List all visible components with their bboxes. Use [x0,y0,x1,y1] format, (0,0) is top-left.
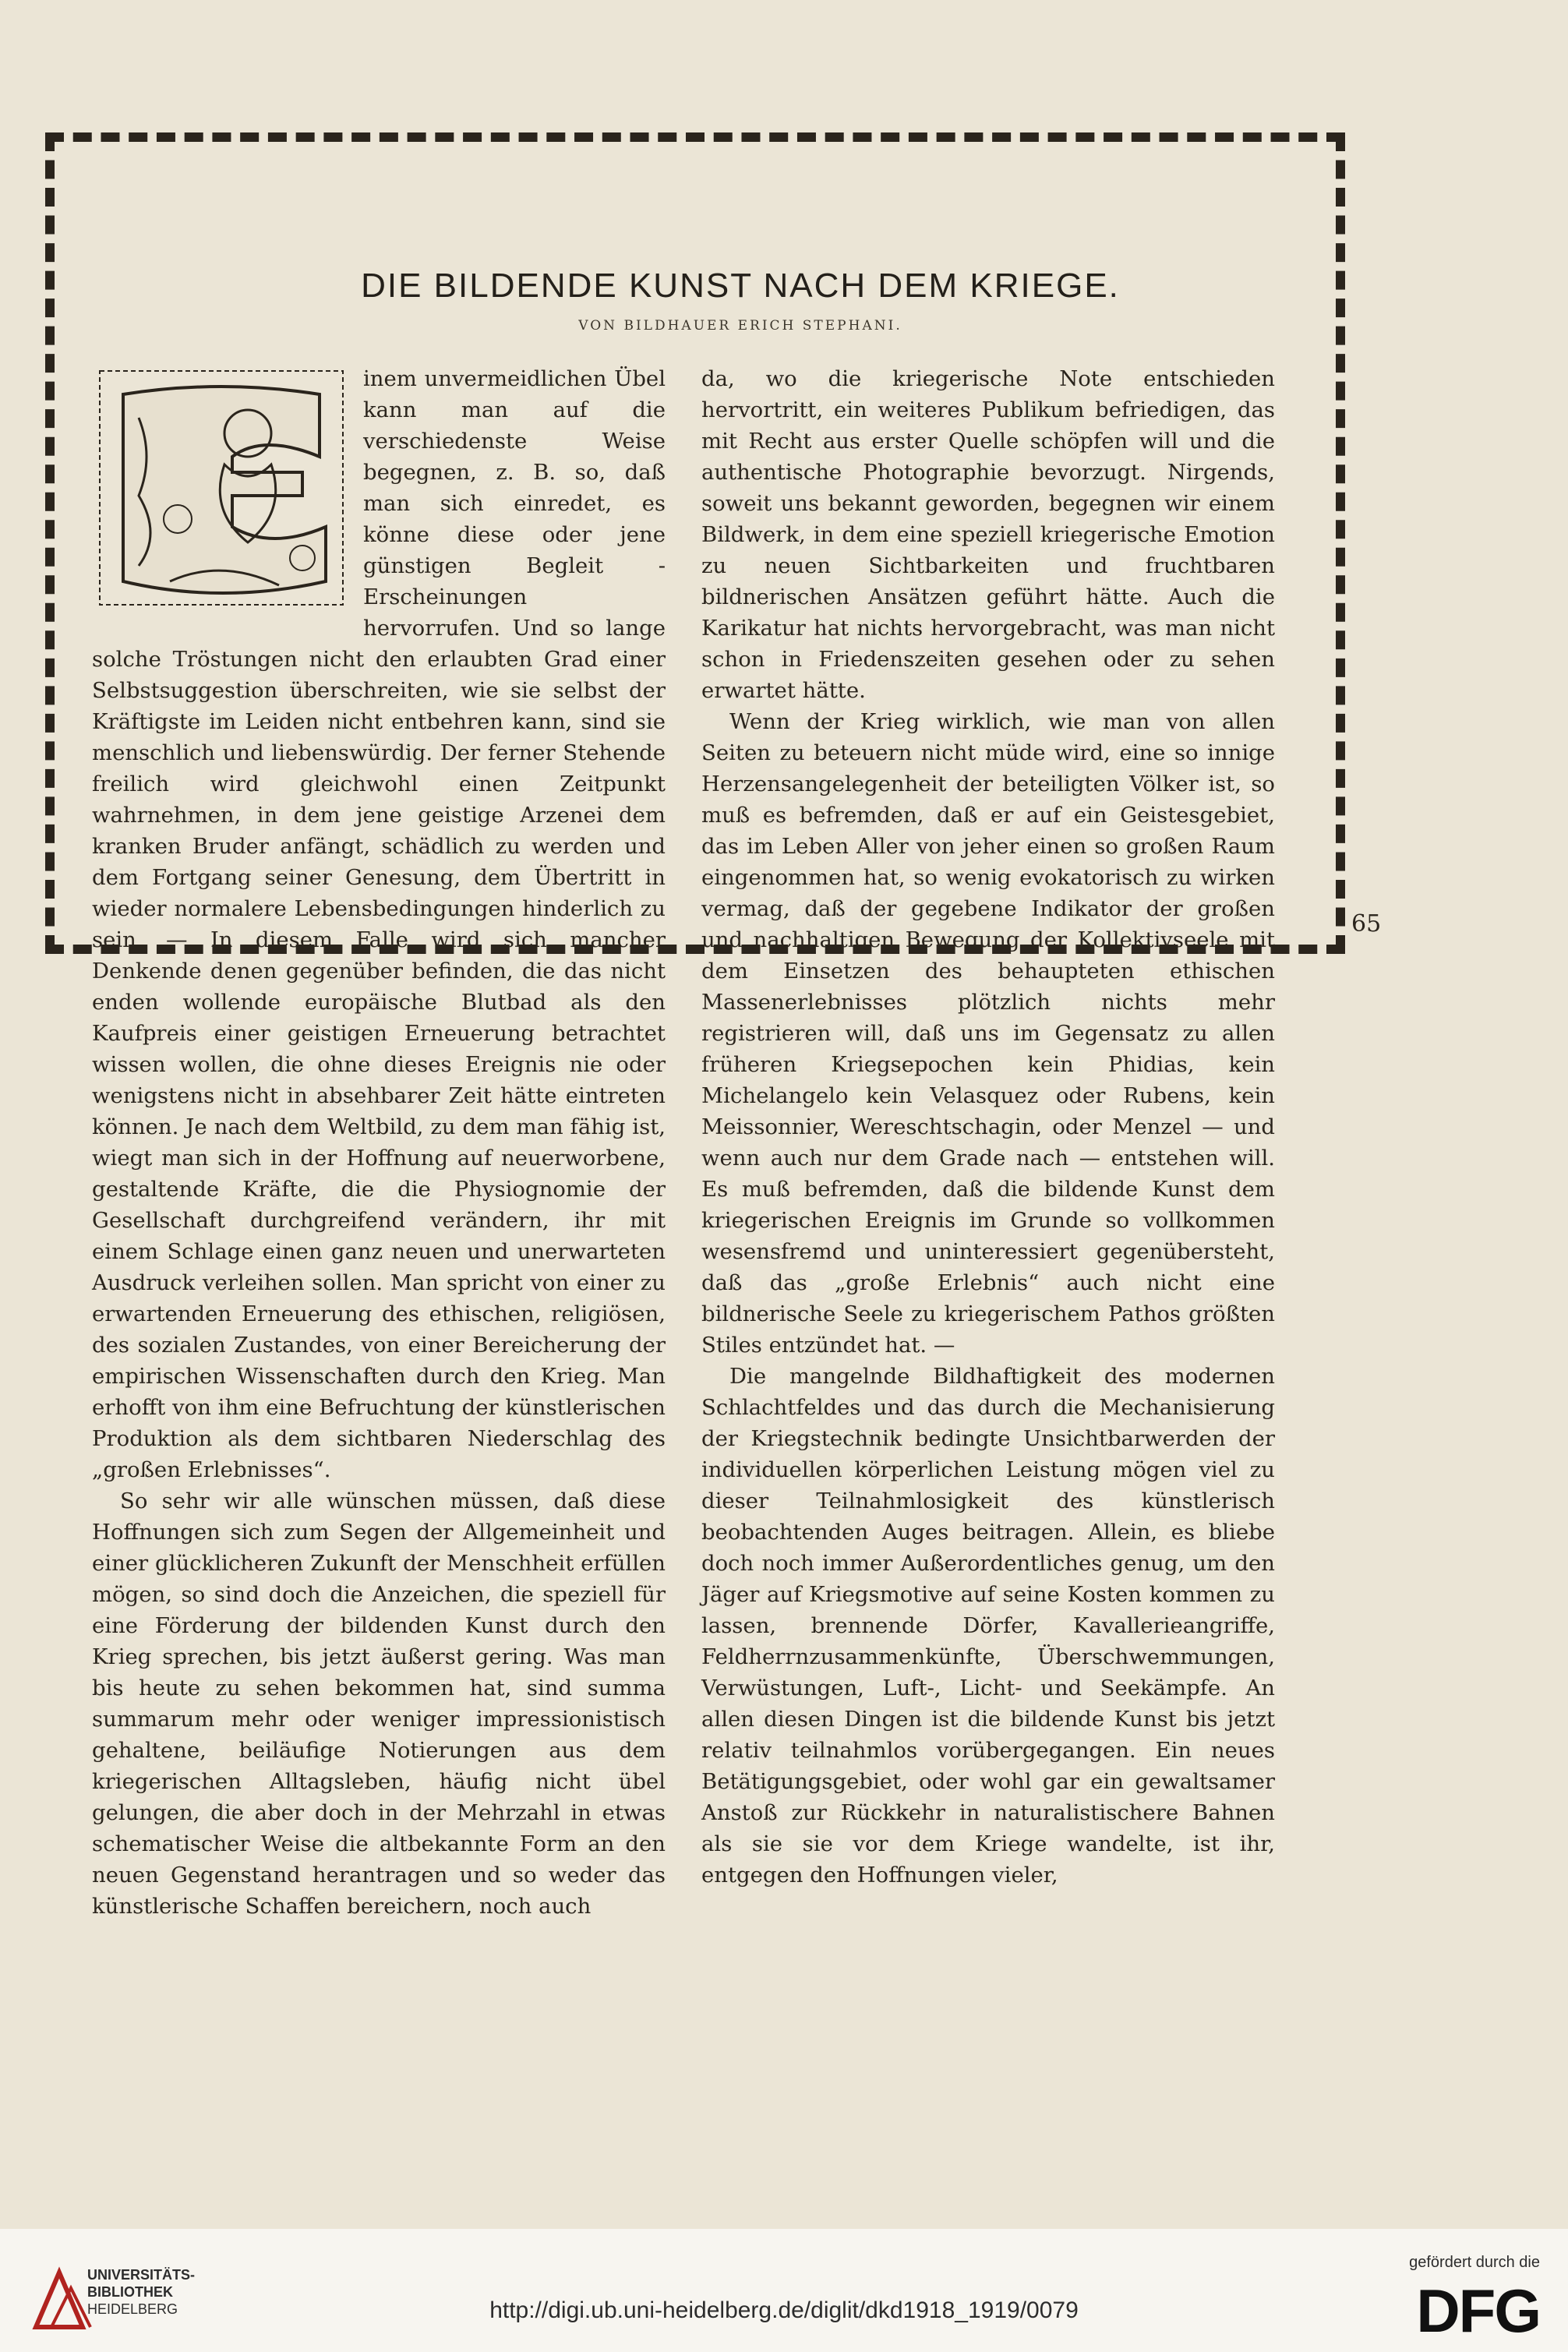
right-paragraph-2: Wenn der Krieg wirklich, wie man von allen Seiten zu beteuern nicht müde wird, eine so innige Herzensangelegenheit der beteiligten Völker ist, so muß es befremden, daß er auf ein Geistesgebiet, das im Leben Aller von jeher einen so großen Raum eingenommen hat, so wenig evokatorisch zu wirken vermag, daß der gegebene Indikator der großen und nachhaltigen Bewegung der Kollektivseele mit dem Einsetzen des behaupteten ethischen Massenerlebnisses plötzlich nichts mehr registrieren will, daß uns im Gegensatz zu allen früheren Kriegsepochen kein Phidias, kein Michelangelo kein Velasquez oder Rubens, kein Meissonnier, Wereschtschagin, oder Menzel — und wenn auch nur dem Grade nach — entstehen will. Es muß befremden, daß die bildende Kunst dem kriegerischen Ereignis im Grunde so vollkommen wesensfremd und uninteressiert gegenübersteht, daß das „große Erlebnis“ auch nicht eine bildnerische Seele zu kriegerischem Pathos größten Stiles entzündet hat. — [701,709,1275,1358]
left-paragraph-1: inem unvermeidlichen Übel kann man auf die verschiedenste Weise begegnen, z. B. so, daß man sich einredet, es könne diese oder jene günstigen Begleit - Erscheinungen hervorrufen. Und so lange solche Tröstungen nicht den erlaubten Grad einer Selbstsuggestion überschreiten, wie sie selbst der Kräftigste im Leiden nicht entbehren kann, sind sie menschlich und liebenswürdig. Der ferner Stehende freilich wird gleichwohl einen Zeitpunkt wahrnehmen, in dem jene geistige Arzenei dem kranken Bruder anfängt, schädlich zu werden und dem Fortgang seiner Genesung, dem Übertritt in wieder normalere Lebensbedingungen hinderlich zu sein. — In diesem Falle wird sich mancher Denkende denen gegenüber befinden, die das nicht enden wollende europäische Blutbad als den Kaufpreis einer geistigen Erneuerung betrachtet wissen wollen, die ohne dieses Ereignis nie oder wenigstens nicht in absehbarer Zeit hätte eintreten können. Je nach dem Weltbild, zu dem man fähig ist, wiegt man sich in der Hoffnung auf neuerworbene, gestaltende Kräfte, die die Physiognomie der Gesellschaft durchgreifend verändern, ihr mit einem Schlage einen ganz neuen und unerwarteten Ausdruck verleihen sollen. Man spricht von einer zu erwartenden Erneuerung des ethischen, religiösen, des sozialen Zustandes, von einer Bereicherung der empirischen Wissenschaften durch den Krieg. Man erhofft von ihm eine Befruchtung der künstlerischen Produktion als dem sichtbaren Niederschlag des „großen Erlebnisses“. [92,366,666,1482]
page-number: 65 [1351,910,1382,938]
dfg-logo[interactable]: DFG [1416,2276,1540,2345]
funded-by-label: gefördert durch die [1409,2254,1540,2271]
right-column [701,363,1275,1891]
left-paragraph-2: So sehr wir alle wünschen müssen, daß diese Hoffnungen sich zum Segen der Allgemeinheit und einer glücklicheren Zukunft der Menschheit erfüllen mögen, so sind doch die Anzeichen, die speziell für eine Förderung der bildenden Kunst durch den Krieg sprechen, bis jetzt äußerst gering. Was man bis heute zu sehen bekommen hat, sind summa summarum mehr oder weniger impressionistisch gehaltene, beiläufige Notierungen aus dem kriegerischen Alltagsleben, häufig nicht übel gelungen, die aber doch in der Mehrzahl in etwas schematischer Weise die altbekannte Form an den neuen Gegenstand herantragen und so weder das künstlerische Schaffen bereichern, noch auch [92,1489,666,1919]
library-name: UNIVERSITÄTS- BIBLIOTHEK HEIDELBERG [87,2267,196,2317]
right-paragraph-3: Die mangelnde Bildhaftigkeit des modernen Schlachtfeldes und das durch die Mechanisierung der Kriegstechnik bedingte Unsichtbarwerden der individuellen körperlichen Leistung mögen viel zu dieser Teilnahmlosigkeit des künstlerisch beobachtenden Auges beitragen. Allein, es bliebe doch noch immer Außerordentliches genug, um den Jäger auf Kriegsmotive auf seine Kosten kommen zu lassen, brennende Dörfer, Kavallerieangriffe, Feldherrnzusammenkünfte, Überschwemmungen, Verwüstungen, Luft-, Licht- und Seekämpfe. An allen diesen Dingen ist die bildende Kunst bis jetzt relativ teilnahmlos vorübergegangen. Ein neues Betätigungsgebiet, oder wohl gar ein gewaltsamer Anstoß zur Rückkehr in naturalistischere Bahnen als sie sie vor dem Kriege wandelte, ist ihr, entgegen den Hoffnungen vieler, [701,1364,1275,1888]
article-author: VON BILDHAUER ERICH STEPHANI. [578,318,902,334]
left-column [92,363,666,1922]
article-title: DIE BILDENDE KUNST NACH DEM KRIEGE. [361,267,1120,305]
footer-bar [0,2229,1568,2352]
source-url-link[interactable]: http://digi.ub.uni-heidelberg.de/diglit/dkd1918_1919/0079 [489,2297,1079,2323]
right-paragraph-1: da, wo die kriegerische Note entschieden hervortritt, ein weiteres Publikum befriedigen, das mit Recht aus erster Quelle schöpfen will und die authentische Photographie bevorzugt. Nirgends, soweit uns bekannt geworden, begegnen wir einem Bildwerk, in dem eine speziell kriegerische Emotion zu neuen Sichtbarkeiten und fruchtbaren bildnerischen Ansätzen geführt hätte. Auch die Karikatur hat nichts hervorgebracht, was man nicht schon in Friedenszeiten gesehen oder zu sehen erwartet hätte. [701,366,1275,703]
decorative-initial-e-icon [92,363,351,613]
